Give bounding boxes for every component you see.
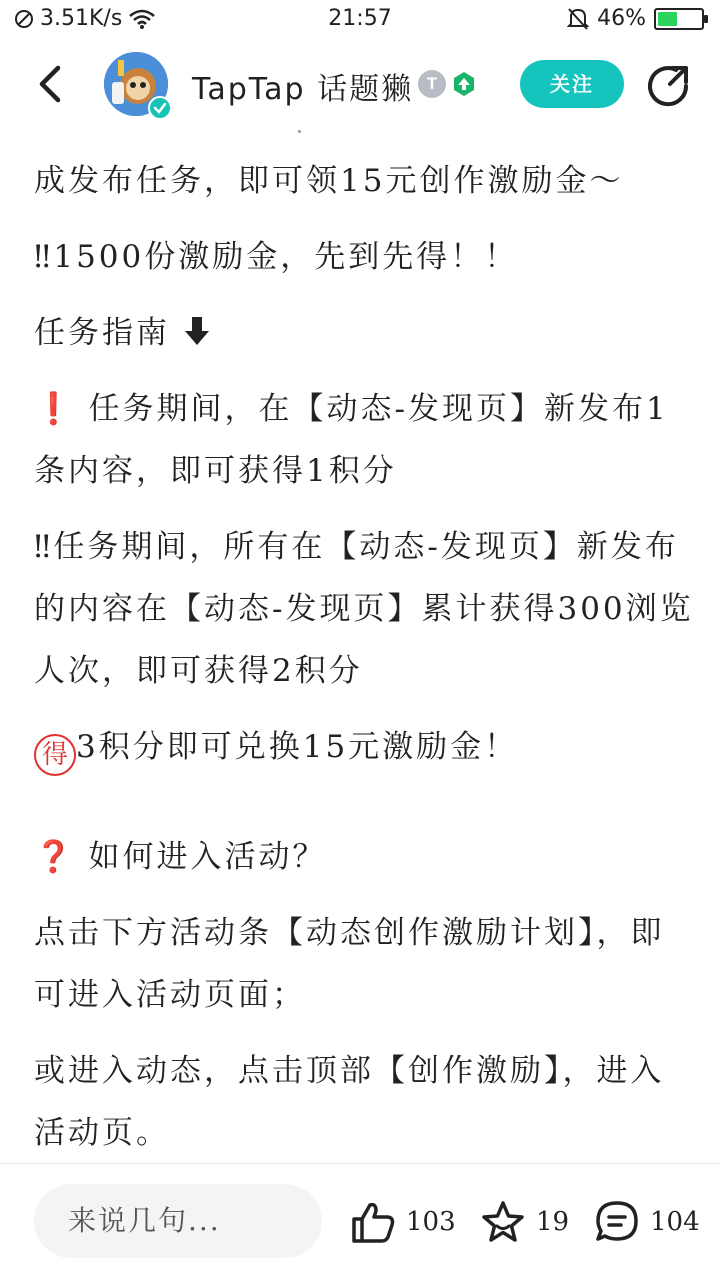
- battery-percent: 46%: [597, 6, 646, 31]
- down-arrow-icon: [183, 315, 211, 347]
- comment-input[interactable]: 来说几句...: [34, 1184, 322, 1258]
- paragraph: 点击下方活动条【动态创作激励计划】，即可进入活动页面；: [34, 915, 665, 1013]
- paragraph: 或进入动态，点击顶部【创作激励】，进入活动页。: [34, 1053, 665, 1151]
- official-badge: T: [418, 70, 446, 98]
- like-button[interactable]: [350, 1198, 456, 1246]
- thumbs-up-icon: [350, 1199, 396, 1245]
- mute-bell-icon: [567, 7, 589, 31]
- paragraph: [34, 826, 694, 888]
- top-bar: [0, 38, 720, 134]
- status-time: 21:57: [328, 6, 392, 31]
- paragraph: ‼任务期间，所有在【动态-发现页】新发布的内容在【动态-发现页】累计获得300浏览人次，即可获得2积分: [34, 529, 694, 689]
- status-bar: [0, 0, 720, 38]
- network-speed: 3.51K/s: [40, 6, 123, 31]
- level-up-badge-icon: [450, 70, 478, 98]
- question-icon: ❓: [34, 839, 76, 875]
- comment-bubble-icon: [594, 1199, 640, 1245]
- paragraph: [34, 378, 694, 502]
- exclamation-icon: ❗: [34, 391, 76, 427]
- author-name[interactable]: TapTap 话题獭: [192, 72, 414, 107]
- share-icon[interactable]: [646, 64, 690, 108]
- verified-badge-icon: [148, 96, 172, 120]
- comment-count: 104: [650, 1207, 700, 1237]
- paragraph-text: 3积分即可兑换15元激励金！: [76, 729, 519, 765]
- paragraph-text: 如何进入活动？: [88, 839, 327, 875]
- favorite-count: 19: [536, 1207, 570, 1237]
- paragraph: [34, 716, 694, 778]
- paragraph-text: 任务期间，在【动态-发现页】新发布1条内容，即可获得1积分: [34, 391, 669, 489]
- star-icon: [480, 1199, 526, 1245]
- spacer: [34, 792, 694, 826]
- bottom-bar: [0, 1164, 720, 1280]
- paragraph: 成发布任务，即可领15元创作激励金～: [34, 163, 624, 199]
- follow-button[interactable]: 关注: [520, 60, 624, 108]
- battery-icon: [654, 8, 704, 30]
- paragraph: ‼1500份激励金，先到先得！！: [34, 239, 519, 275]
- task-guide-text: 任务指南: [34, 315, 170, 351]
- back-arrow-icon[interactable]: [30, 62, 74, 106]
- de-stamp-icon: 得: [34, 734, 76, 776]
- author-avatar[interactable]: [104, 52, 168, 116]
- paragraph-task-guide: [34, 302, 694, 364]
- divider-dot: [298, 130, 301, 133]
- status-right: [567, 6, 704, 31]
- post-content: [34, 150, 694, 1178]
- comment-button[interactable]: [594, 1198, 700, 1246]
- favorite-button[interactable]: [480, 1198, 569, 1246]
- battery-level: [658, 12, 677, 26]
- like-count: 103: [406, 1207, 456, 1237]
